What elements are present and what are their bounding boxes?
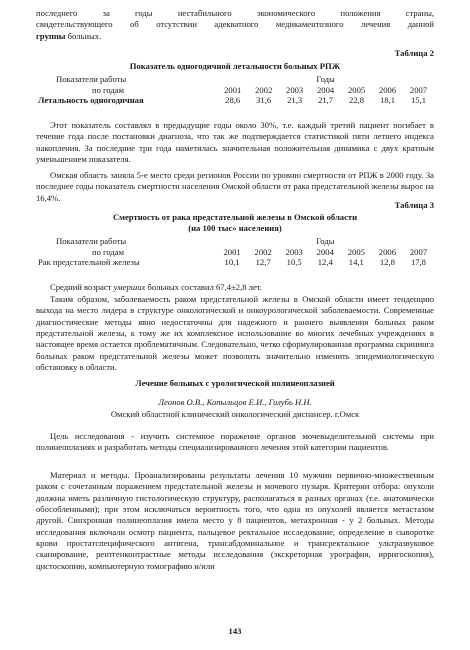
age-line bbox=[36, 282, 434, 293]
t3-year: 2005 bbox=[347, 246, 365, 257]
paragraph-3-text: Таким образом, заболеваемость раком предстательной железы в Омской области имеет тенденцию выхода на место лидера в структуре онкологической и онкоурологической заболеваемости. Современные диагностические методы явно недостаточны для надежного и раннего выявления больных раком предстательной железы, к тому же их комплексное использование во многих лечебных учреждениях в настоящее время остается проблематичным. Следовательно, четко сформулированная программа скрининга больных раком предстательной железы может позволить значительно изменить эпидемиологическую обстановку в области. bbox=[36, 294, 434, 373]
table-3-title bbox=[36, 212, 434, 235]
t2-header-col1a: Показатели работы bbox=[56, 74, 127, 84]
table-3-number bbox=[36, 200, 434, 211]
paragraph-2-text: Омская область заняла 5-е место среди регионов России по уровню смертности от РПЖ в 2000 году. За последнее годы показатель смертности населения Омской области от рака предстательной железы вырос на 16,4%. bbox=[36, 170, 434, 203]
t2-value: 15,1 bbox=[410, 95, 427, 106]
t2-value: 21,3 bbox=[287, 95, 303, 106]
intro-line-1: последнего за годы нестабильного экономического положения страны, bbox=[36, 8, 434, 18]
t2-year: 2006 bbox=[378, 84, 397, 95]
t2-header-years: Годы bbox=[316, 74, 335, 84]
t3-year: 2001 bbox=[223, 246, 241, 257]
intro-bold-word: группы bbox=[36, 30, 66, 41]
table-row bbox=[36, 257, 434, 268]
t3-header-col1a: Показатели работы bbox=[56, 236, 127, 246]
article-affiliation-text: Омский областной клинический онкологический диспансер. г.Омск bbox=[110, 409, 360, 419]
age-line-text bbox=[36, 282, 434, 293]
t2-header-col1b: по годам bbox=[92, 84, 125, 95]
table-3-title-line-1: Смертность от рака предстательной железы в Омской области bbox=[112, 212, 358, 222]
paragraph-1-text: Этот показатель составлял в предыдущие годы около 30%, т.е. каждый третий пациент погибает в течение года после постановки диагноза, что так же подтверждается статистикой пяти летнего индекса накопления. За последние три года наметилась значительная положительная динамика с двух кратным уменьшением показателя. bbox=[36, 120, 434, 165]
intro-line-2: свидетельствующего об отсутствии адекватного медикаментозного лечения данной bbox=[36, 19, 434, 30]
article-authors-text: Леонов О.В., Копыльцов Е.И., Голубь Н.Н. bbox=[158, 397, 312, 407]
table-2-title-text: Показатель одногодичной летальности больных РПЖ bbox=[129, 61, 341, 71]
t2-value: 21,7 bbox=[318, 95, 334, 106]
paragraph-4 bbox=[36, 431, 434, 454]
intro-rest: больных. bbox=[65, 30, 102, 41]
t2-year: 2005 bbox=[347, 84, 366, 95]
table-row bbox=[36, 95, 434, 106]
intro-paragraph bbox=[36, 8, 434, 42]
t3-header-years: Годы bbox=[316, 236, 335, 246]
age-pre: Средний возраст bbox=[50, 282, 114, 292]
table-2 bbox=[36, 74, 434, 106]
article-title bbox=[36, 378, 434, 389]
article-authors bbox=[36, 397, 434, 408]
table-3-label: Таблица 3 bbox=[394, 200, 434, 210]
table-3 bbox=[36, 236, 434, 268]
t3-value: 17,8 bbox=[410, 257, 426, 268]
paragraph-4-text: Цель исследования - изучить системное поражение органов мочевыделительной системы при полинеоплазиях и разработать методы специализированного лечения этой категории пациентов. bbox=[36, 431, 434, 453]
paragraph-2 bbox=[36, 170, 434, 204]
table-2-label: Таблица 2 bbox=[394, 48, 434, 58]
article-title-text: Лечение больных с урологической полинеоплазией bbox=[135, 378, 335, 388]
t2-value: 28,6 bbox=[225, 95, 241, 106]
t2-year: 2004 bbox=[317, 84, 335, 95]
paragraph-5 bbox=[36, 470, 434, 572]
article-affiliation bbox=[36, 409, 434, 420]
t2-year: 2007 bbox=[409, 84, 428, 95]
t3-year: 2002 bbox=[254, 246, 272, 257]
t2-year: 2002 bbox=[255, 84, 273, 95]
table-2-number bbox=[36, 48, 434, 59]
t3-value: 12,7 bbox=[255, 257, 271, 268]
table-2-title bbox=[36, 61, 434, 72]
t2-value: 22,8 bbox=[349, 95, 365, 106]
t3-value: 14,1 bbox=[348, 257, 364, 268]
t2-year: 2003 bbox=[286, 84, 304, 95]
paragraph-1 bbox=[36, 120, 434, 165]
paragraph-3 bbox=[36, 294, 434, 373]
age-post: больных составил 67,4±2,8 лет. bbox=[145, 282, 263, 292]
t3-year: 2007 bbox=[409, 246, 428, 257]
t3-value: 10,1 bbox=[224, 257, 240, 268]
t2-row-label: Летальность одногодичная bbox=[38, 95, 144, 106]
t3-value: 12,8 bbox=[379, 257, 395, 268]
table-3-title-line-2: (на 100 тыс» населения) bbox=[188, 223, 282, 234]
t3-row-label: Рак предстательной железы bbox=[38, 257, 140, 268]
t2-value: 31,6 bbox=[256, 95, 272, 106]
t2-value: 18,1 bbox=[380, 95, 396, 106]
t3-value: 10,5 bbox=[286, 257, 302, 268]
t3-year: 2004 bbox=[316, 246, 334, 257]
t3-year: 2003 bbox=[285, 246, 303, 257]
t3-year: 2006 bbox=[378, 246, 396, 257]
intro-line-3 bbox=[36, 31, 434, 42]
age-italic: умерших bbox=[113, 282, 146, 292]
page-number: 143 bbox=[228, 626, 242, 636]
paragraph-5-text: Материал и методы. Проанализированы результаты лечения 10 мужчин первично-множественным раком с сочетанным поражением предстательной железы и мочевого пузыря. Критерии отбора: опухоли должны иметь различную гистологическую структуру, располагаться в разных органах (т.е. анатомически обособленными); при этом исключаться вероятность того, что одна из опухолей является метастазом другой. Синхронная полинеоплазия имела место у 8 пациентов, метахронная - у 2 больных. Методы исследования включали осмотр пациента, пальцевое ректальное исследование, определение в сыворотке крови простатспецифического антигена, трансабдоминальное и трансректальное ультразвуковое сканирование, рентгенконтрастные методы исследования (экскреторная урография, ирригоскопия), цистоскопию, компьютерную томографию и/или bbox=[36, 470, 434, 571]
t3-value: 12,4 bbox=[317, 257, 333, 268]
t2-year: 2001 bbox=[224, 84, 242, 95]
t3-header-col1b: по годам bbox=[92, 246, 125, 257]
